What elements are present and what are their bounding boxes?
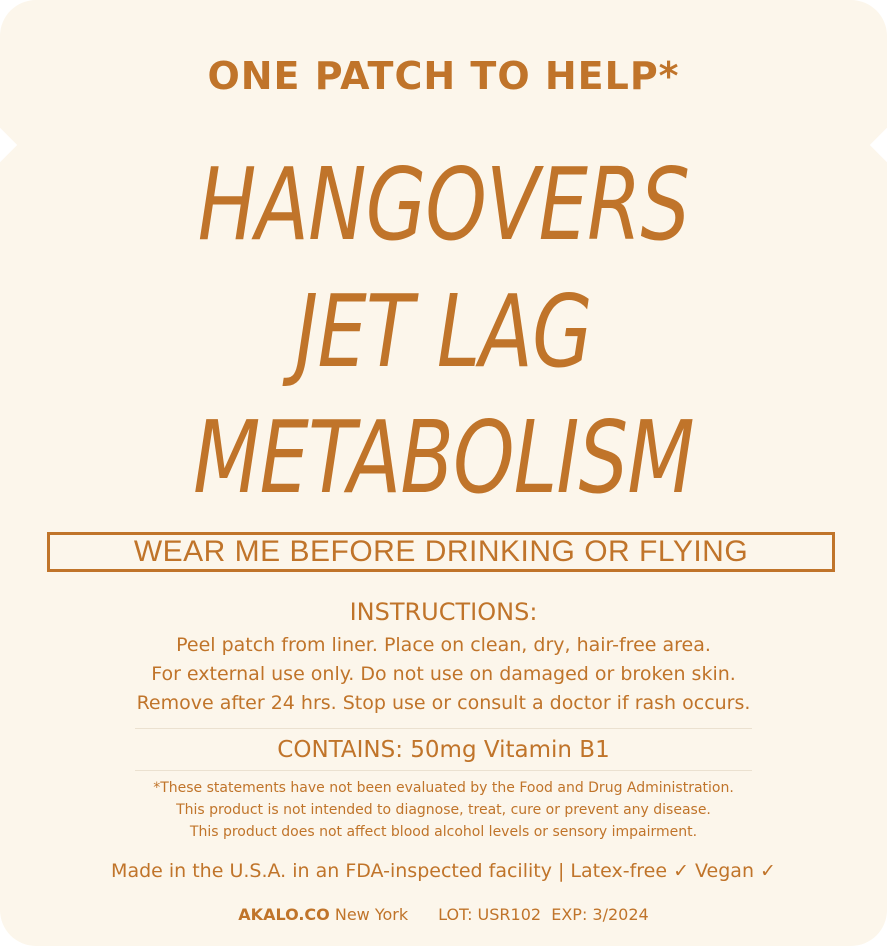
headline: ONE PATCH TO HELP* xyxy=(207,54,680,98)
use-jet-lag: JET LAG xyxy=(295,273,592,390)
use-metabolism: METABOLISM xyxy=(193,399,694,516)
divider xyxy=(135,728,752,729)
contains-text: CONTAINS: 50mg Vitamin B1 xyxy=(277,737,610,763)
tagline: WEAR ME BEFORE DRINKING OR FLYING xyxy=(133,535,749,568)
made-in-text: Made in the U.S.A. in an FDA-inspected facility | Latex-free ✓ Vegan ✓ xyxy=(111,860,776,882)
use-hangovers: HANGOVERS xyxy=(197,146,690,263)
instructions-title: INSTRUCTIONS: xyxy=(349,598,538,626)
footer xyxy=(0,903,887,927)
expiry-date: EXP: 3/2024 xyxy=(551,905,649,924)
disclaimer-line: This product is not intended to diagnose, treat, cure or prevent any disease. xyxy=(176,802,711,818)
instruction-line: For external use only. Do not use on damaged or broken skin. xyxy=(151,663,736,685)
divider xyxy=(135,770,752,771)
disclaimer-line: *These statements have not been evaluated by the Food and Drug Administration. xyxy=(153,780,734,796)
tagline-box xyxy=(47,532,835,572)
instruction-line: Remove after 24 hrs. Stop use or consult a doctor if rash occurs. xyxy=(136,692,751,714)
tear-notch-left xyxy=(0,124,17,166)
tear-notch-right xyxy=(870,124,887,166)
lot-number: LOT: USR102 xyxy=(438,905,542,924)
instruction-line: Peel patch from liner. Place on clean, dry, hair-free area. xyxy=(176,634,711,656)
disclaimer-line: This product does not affect blood alcohol levels or sensory impairment. xyxy=(189,824,698,840)
brand-name: AKALO.CO xyxy=(238,905,330,924)
brand-city: New York xyxy=(334,905,409,924)
